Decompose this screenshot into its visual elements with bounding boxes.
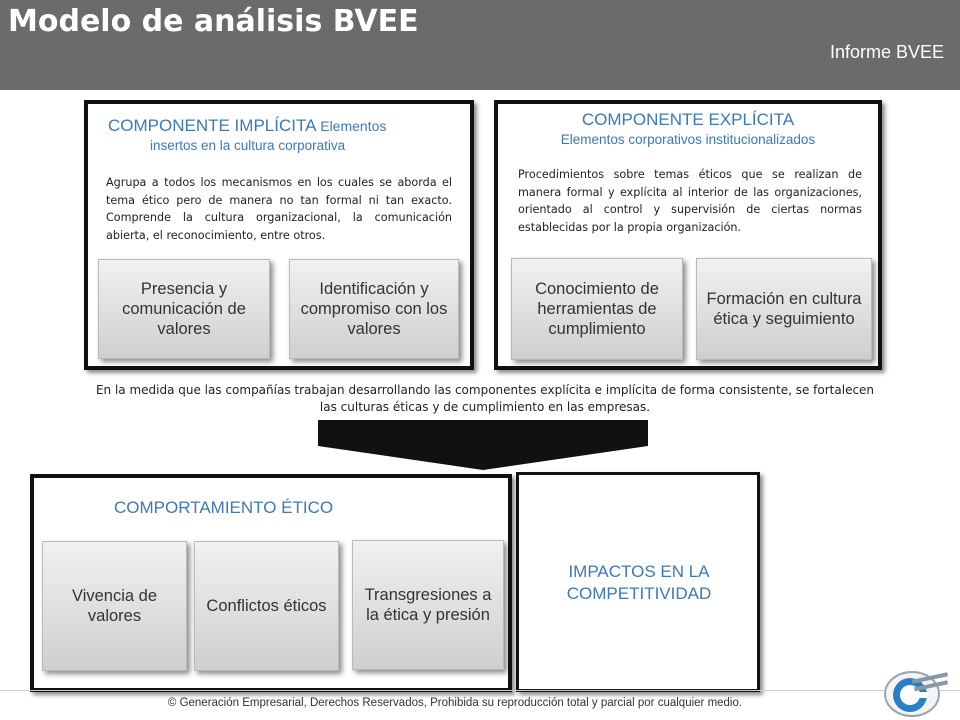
implicit-card-values: Presencia y comunicación de valores: [98, 259, 270, 359]
impacts-title: IMPACTOS EN LA COMPETITIVIDAD: [566, 562, 712, 603]
implicit-card-commitment: Identificación y compromiso con los valores: [289, 259, 459, 359]
implicit-description: Agrupa a todos los mecanismos en los cuales se aborda el tema ético pero de manera no tan formal ni tan exacto. Comprende la cultura organizacional, la comunicación abierta, el reconocimiento, entre otros.: [106, 176, 452, 242]
consistency-note: En la medida que las compañías trabajan desarrollando las componentes explícita e implícita de forma consistente, se fortalecen las culturas éticas y de cumplimiento en las empresas.: [95, 383, 875, 414]
explicit-description: Procedimientos sobre temas éticos que se realizan de manera formal y explícita al interior de las organizaciones, orientado al control y supervisión de ciertas normas establecidas por la propia organización.: [518, 168, 862, 234]
footer-divider: [0, 690, 960, 691]
explicit-subtitle: Elementos corporativos institucionalizados: [560, 132, 816, 147]
page-subtitle: Informe BVEE: [829, 42, 944, 62]
merge-arrow-icon: [318, 416, 648, 472]
behavior-card-transgressions: Transgresiones a la ética y presión: [352, 540, 504, 670]
ethical-behavior-panel: [30, 474, 512, 692]
implicit-subtitle: insertos en la cultura corporativa: [150, 138, 346, 153]
header-bar: [0, 0, 960, 90]
explicit-card-training: Formación en cultura ética y seguimiento: [696, 258, 872, 360]
explicit-component-panel: [494, 100, 882, 370]
implicit-title-rest: Elementos: [320, 118, 387, 134]
implicit-title: [108, 116, 458, 136]
impacts-panel: [516, 472, 760, 692]
behavior-title: COMPORTAMIENTO ÉTICO: [114, 498, 334, 517]
footer-copyright: © Generación Empresarial, Derechos Reservados, Prohibida su reproducción total y parcial por cualquier medio.: [167, 697, 743, 709]
behavior-card-values: Vivencia de valores: [42, 541, 187, 671]
company-logo-icon: [882, 668, 952, 720]
behavior-card-conflicts: Conflictos éticos: [194, 541, 339, 671]
explicit-card-tools: Conocimiento de herramientas de cumplimiento: [511, 258, 683, 360]
implicit-component-panel: [84, 100, 474, 370]
implicit-title-main: COMPONENTE IMPLÍCITA: [108, 116, 316, 135]
page-title: Modelo de análisis BVEE: [8, 4, 419, 39]
explicit-title: COMPONENTE EXPLÍCITA: [581, 110, 795, 129]
